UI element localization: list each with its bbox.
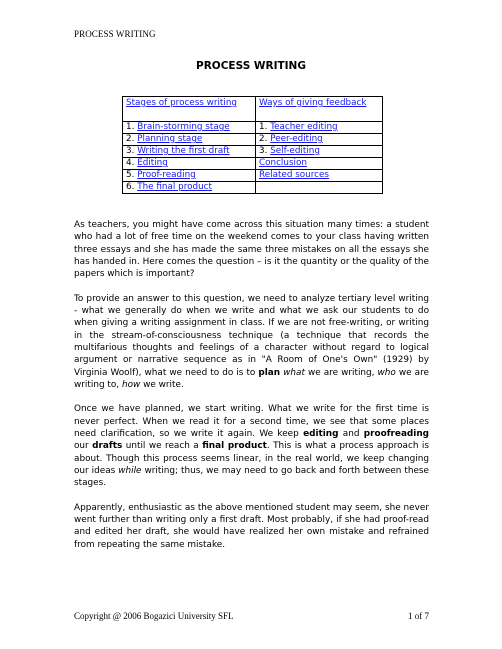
link-related-sources[interactable]: Related sources (259, 170, 330, 180)
running-header: PROCESS WRITING (74, 29, 156, 39)
link-proof-reading[interactable]: Proof-reading (137, 170, 196, 180)
page-number: 1 of 7 (408, 611, 429, 621)
emphasis-who: who (377, 367, 396, 378)
table-row (123, 158, 383, 170)
link-teacher-editing[interactable]: Teacher editing (270, 122, 338, 132)
row-number: 2. (259, 134, 271, 144)
table-header-row (123, 97, 383, 122)
body-text (74, 219, 429, 563)
row-number: 2. (126, 134, 138, 144)
emphasis-plan: plan (258, 367, 281, 378)
row-number: 3. (259, 146, 271, 156)
emphasis-how: how (121, 379, 141, 390)
emphasis-editing: editing (303, 429, 339, 440)
row-number: 1. (259, 122, 271, 132)
row-number: 4. (126, 158, 138, 168)
empty-cell (256, 182, 383, 194)
row-number: 5. (126, 170, 138, 180)
link-the-final-product[interactable]: The final product (137, 182, 212, 192)
link-brain-storming-stage[interactable]: Brain-storming stage (137, 122, 230, 132)
table-row (123, 146, 383, 158)
emphasis-while: while (118, 465, 142, 476)
link-ways-of-giving-feedback[interactable]: Ways of giving feedback (259, 98, 367, 108)
link-planning-stage[interactable]: Planning stage (137, 134, 203, 144)
link-peer-editing[interactable]: Peer-editing (270, 134, 323, 144)
page-title: PROCESS WRITING (196, 60, 306, 72)
row-number: 6. (126, 182, 138, 192)
paragraph: As teachers, you might have come across this situation many times: a student who had a lot of free time on the weekend comes to your class having written three essays and she has made the same three mistakes on all the essays she has handed in. Here comes the question – is it the quantity or the quality of the papers which is important? (74, 220, 429, 280)
paragraph: Once we have planned, we start writing. What we write for the first time is never perfect. When we read it for a second time, we see that some places need clarification, so we write it again. We keep editing and proofreading our drafts until we reach a final product. This is what a process approach is about. Though this process seems linear, in the real world, we keep changing our ideas while writing; thus, we may need to go back and forth between these stages. (74, 404, 430, 489)
paragraph: Apparently, enthusiastic as the above mentioned student may seem, she never went further than writing only a first draft. Most probably, if she had proof-read and edited her draft, she would have realized her own mistake and refrained from repeating the same mistake. (74, 502, 429, 550)
table-row (123, 134, 383, 146)
table-row (123, 170, 383, 182)
emphasis-proofreading: proofreading (363, 429, 430, 440)
link-self-editing[interactable]: Self-editing (270, 146, 320, 156)
contents-table (122, 96, 383, 194)
table-row (123, 122, 383, 134)
table-row (123, 182, 383, 194)
link-editing[interactable]: Editing (137, 158, 168, 168)
emphasis-final-product: final product (202, 441, 267, 452)
link-writing-the-first-draft[interactable]: Writing the first draft (137, 146, 230, 156)
emphasis-what: what (283, 367, 305, 378)
paragraph: To provide an answer to this question, we need to analyze tertiary level writing - what we generally do when we write and what we ask our students to do when giving a writing assignment in class. If we are not free-writing, or writing in the stream-of-consciousness technique (a technique that records the multifarious thoughts and feelings of a character without regard to logical argument or narrative sequence as in "A Room of One's Own" (1929) by Virginia Woolf), what we need to do is to plan what we are writing, who we are writing to, how we write. (74, 293, 429, 390)
link-stages-of-process-writing[interactable]: Stages of process writing (126, 98, 237, 108)
emphasis-drafts: drafts (92, 441, 123, 452)
copyright-footer: Copyright @ 2006 Bogazici University SFL (74, 611, 234, 621)
row-number: 1. (126, 122, 138, 132)
row-number: 3. (126, 146, 138, 156)
link-conclusion[interactable]: Conclusion (259, 158, 307, 168)
